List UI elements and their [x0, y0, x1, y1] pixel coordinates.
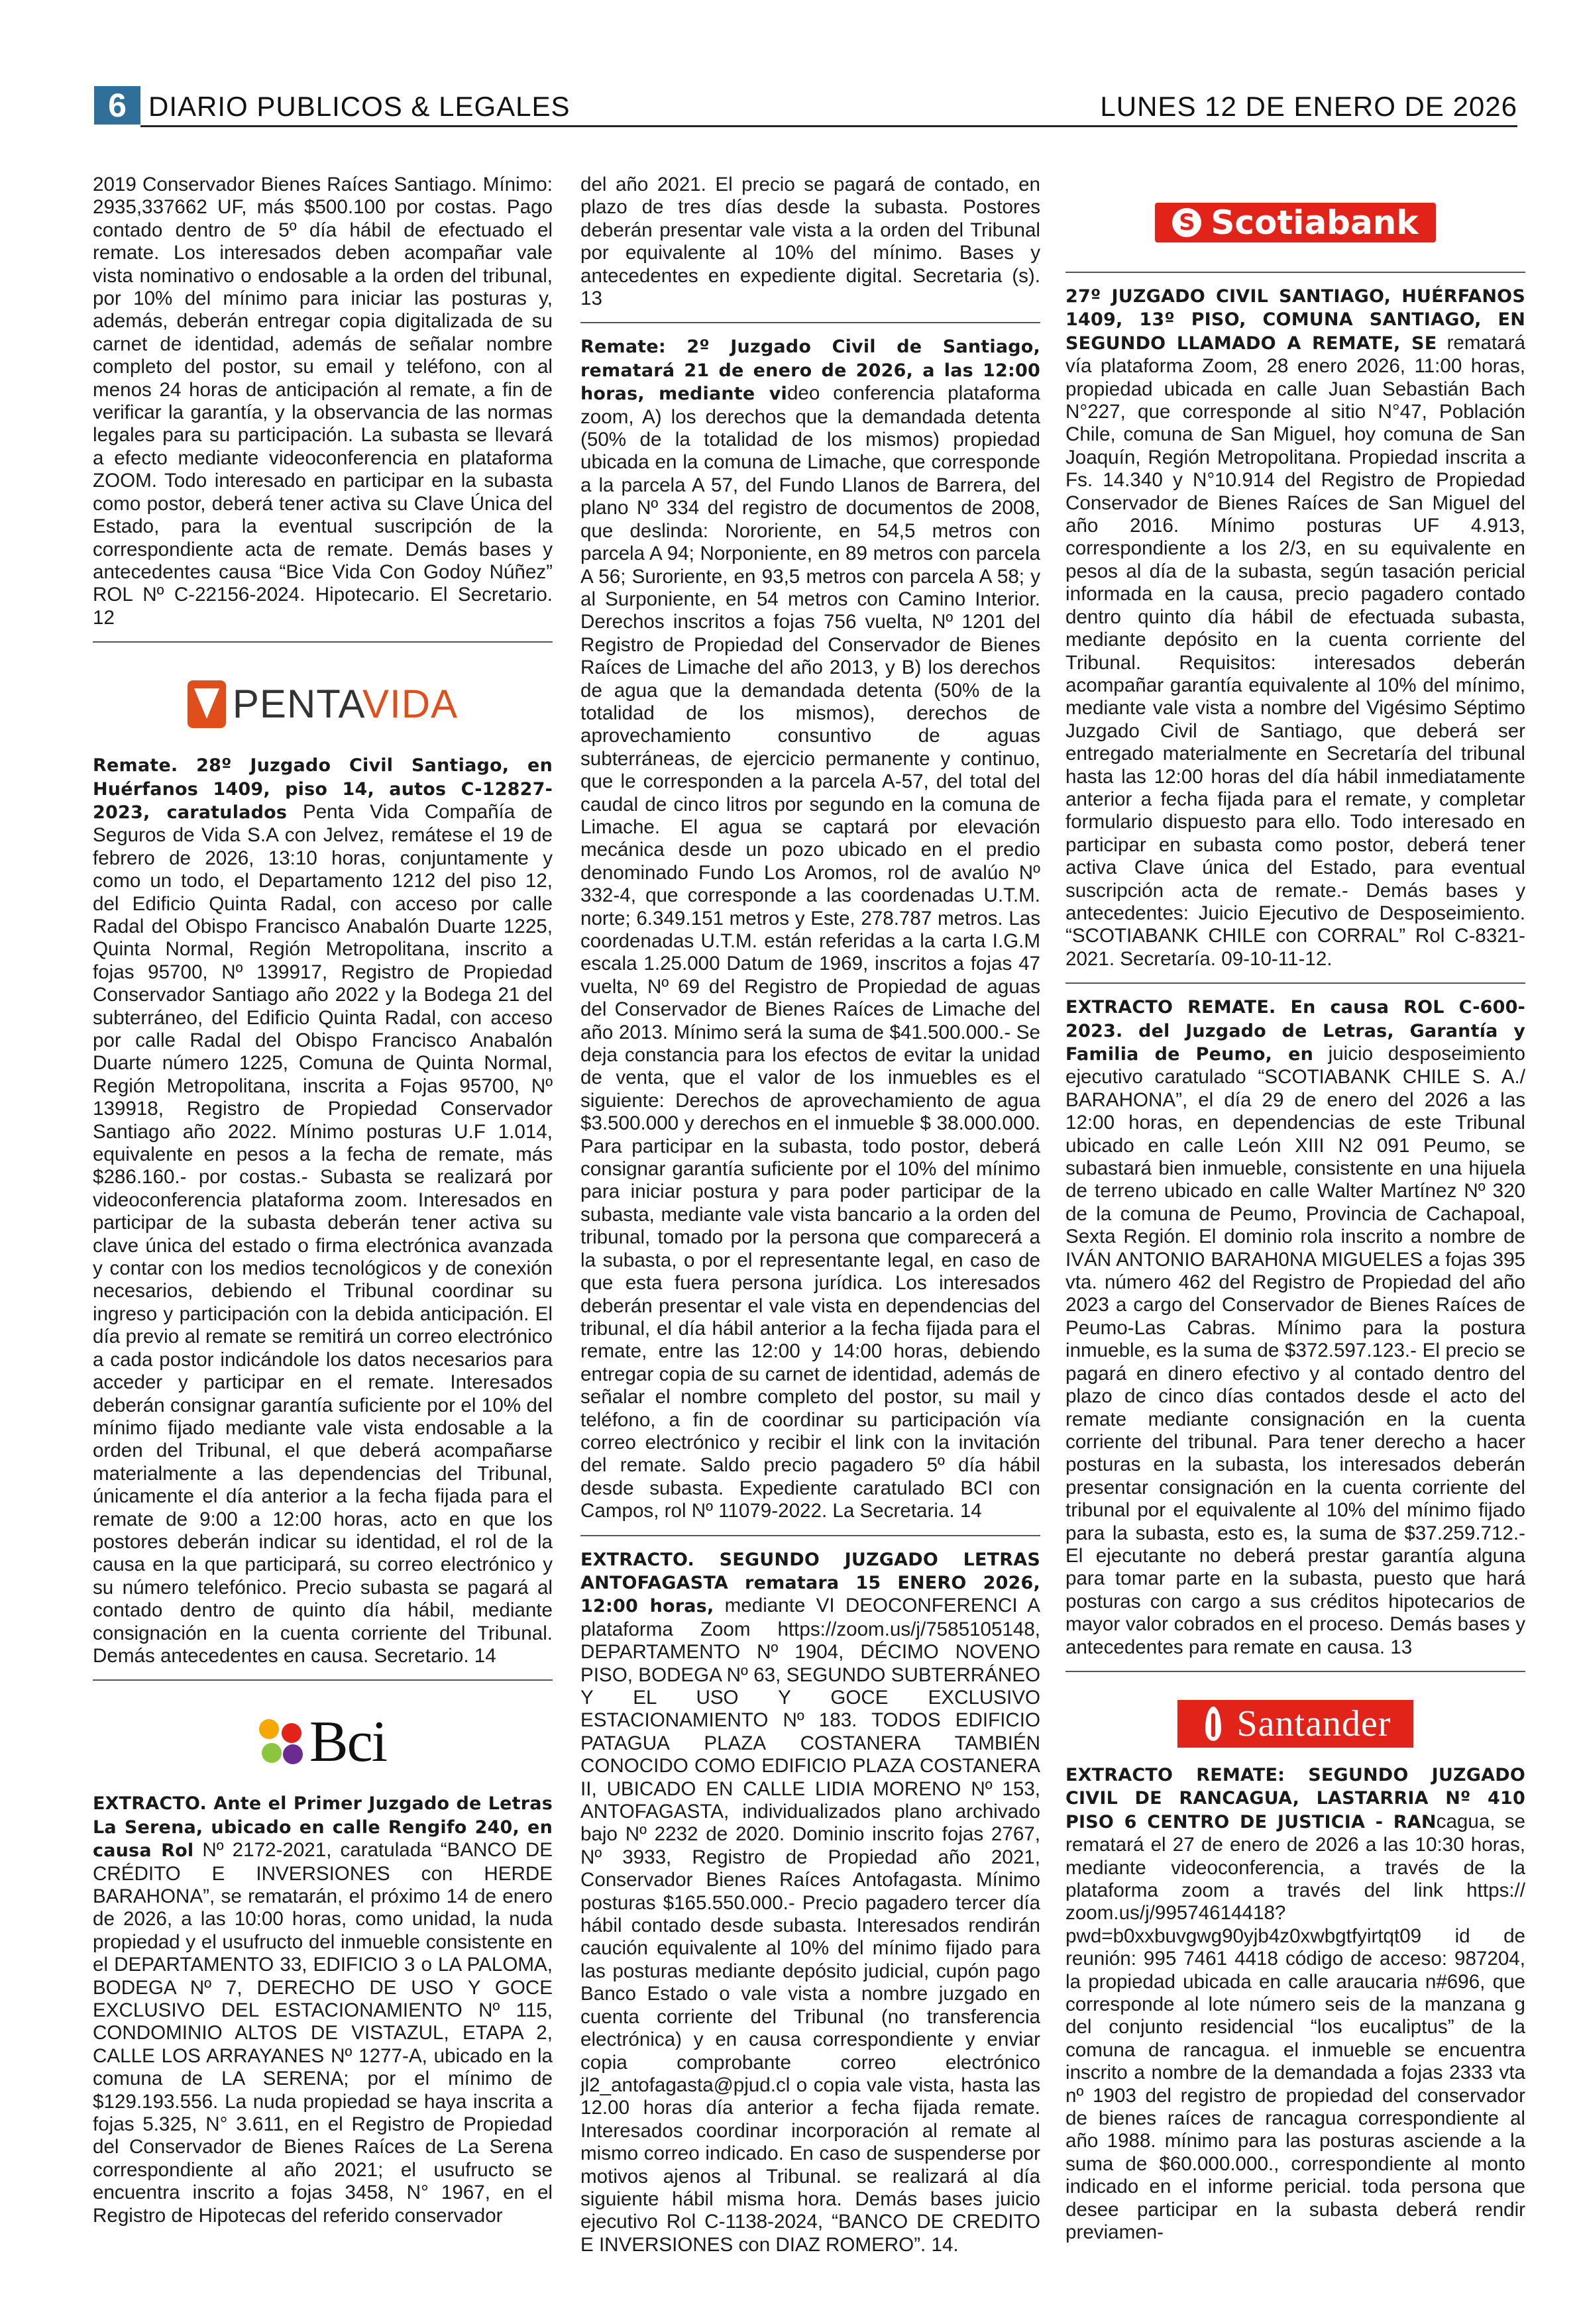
notice-antofagasta	[580, 1548, 1040, 2257]
publication-date: LUNES 12 DE ENERO DE 2026	[1100, 91, 1517, 122]
divider	[1065, 1671, 1525, 1672]
logo-scotiabank: Scotiabank	[1211, 203, 1419, 242]
logo-bci: Bci	[309, 1710, 387, 1775]
pentavida-v-icon	[188, 680, 226, 728]
notice-heading: EXTRACTO REMATE: SEGUNDO JUZGADO CIVIL DE RANCAGUA, LASTARRIA Nº 410 PISO 6 CENTRO DE JUSTICIA - RAN	[1065, 1764, 1525, 1832]
notice-body: juicio desposeimiento ejecutivo caratulado “SCOTIABANK CHILE S. A./ BARAHONA”, el día 29 de enero del 2026 a las 12:00 horas, en dependencias de este Tribunal ubicado en calle León XIII N2 091 Peumo, se subastará bien inmueble, consistente en una hijuela de terreno ubicado en calle Walter Martínez Nº 320 de la comuna de Peumo, Provincia de Cachapoal, Sexta Región. El dominio rola inscrito a nombre de IVÁN ANTONIO BARAH0NA MIGUELES a fojas 395 vta. número 462 del Registro de Propiedad del año 2023 a cargo del Conservador de Bienes Raíces de Peumo-Las Cabras. Mínimo para la postura inmueble, es la suma de $372.597.123.- El precio se pagará en dinero efectivo y al contado dentro del plazo de cinco días contados desde el acto del remate mediante consignación en la cuenta corriente del tribunal. Para tener derecho a hacer posturas en la subasta, los interesados deberán presentar consignación en la cuenta corriente del tribunal por el equivalente al 10% del mínimo fijado para la subasta, esto es, la suma de $37.259.712.- El ejecutante no deberá prestar garantía alguna para tomar parte en la subasta, puesto que hará posturas con cargo a sus créditos hipotecarios de mayor valor cobrados en el proceso. Demás bases y antecedentes para remate en causa. 13	[1065, 1043, 1525, 1658]
notice-pentavida	[93, 754, 553, 1667]
divider	[580, 322, 1040, 323]
notice-body: mediante VI DEOCONFERENCI A plataforma Zoom https://zoom.us/j/7585105148, DEPARTAMENTO Nº 1904, DÉCIMO NOVENO PISO, BODEGA Nº 63, SEGUNDO SUBTERRÁNEO Y EL USO Y GOCE EXCLUSIVO ESTACIONAMIENTO Nº 183. TODOS EDIFICIO PATAGUA PLAZA COSTANERA TAMBIÉN CONOCIDO COMO EDIFICIO PLAZA COSTANERA II, UBICADO EN CALLE LIDIA MORENO Nº 153, ANTOFAGASTA, individualizados plano archivado bajo Nº 2232 de 2020. Dominio inscrito fojas 2767, Nº 3933, Registro de Propiedad año 2021, Conservador Bienes Raíces Antofagasta. Mínimo posturas $165.550.000.- Precio pagadero tercer día hábil contado desde subasta. Interesados rendirán caución equivalente al 10% del mínimo fijado para las posturas mediante depósito judicial, cupón pago Banco Estado o vale vista a nombre juzgado en cuenta corriente del Tribunal (no transferencia electrónica) y en causa correspondiente y enviar copia comprobante correo electrónico jl2_antofagasta@pjud.cl o copia vale vista, hasta las 12.00 horas día anterior a fecha fijada remate. Interesados coordinar incorporación al remate al mismo correo indicado. En caso de suspenderse por motivos ajenos al Tribunal. se realizará al día siguiente hábil misma hora. Demás bases juicio ejecutivo Rol C-1138-2024, “BANCO DE CREDITO E INVERSIONES con DIAZ ROMERO”. 14.	[580, 1595, 1040, 2256]
header-rule	[140, 125, 1517, 127]
logo-santander: Santander	[1236, 1703, 1391, 1744]
bci-dots-icon	[259, 1719, 305, 1766]
scotiabank-s-icon: S	[1172, 208, 1201, 237]
divider	[93, 1679, 553, 1681]
notice-continued	[580, 174, 1040, 310]
notice-body: del año 2021. El precio se pagará de contado, en plazo de tres días desde la subasta. Postores deberán presentar vale vista a la orden del Tribunal por equivalente al 10% del mínimo. Bases y antecedentes en expediente digital. Secretaria (s). 13	[580, 174, 1040, 310]
logo-vida: VIDA	[362, 681, 459, 726]
divider	[1065, 982, 1525, 984]
notice-heading: 27º JUZGADO CIVIL SANTIAGO, HUÉRFANOS 1409, 13º PISO, COMUNA SANTIAGO, EN SEGUNDO LLAMADO A REMATE, SE	[1065, 286, 1525, 354]
notice-body: deo conferencia plataforma zoom, A) los derechos que la demandada detenta (50% de la totalidad de los mismos) propiedad ubicada en la comuna de Limache, que corresponde a la parcela A 57, del Fundo Llanos de Barrera, del plano Nº 334 del registro de documentos de 2008, que deslinda: Nororiente, en 54,5 metros con parcela A 94; Norponiente, en 89 metros con parcela A 56; Suroriente, en 93,5 metros con parcela A 58; y al Surponiente, en 54 metros con Camino Interior. Derechos inscritos a fojas 756 vuelta, Nº 1201 del Registro de Propiedad del Conservador de Bienes Raíces de Limache del año 2013, y B) los derechos de agua que la demandada detenta (50% de la totalidad de los mismos), derechos de aprovechamiento consuntivo de aguas subterráneas, de ejercicio permanente y continuo, que le corresponden a la parcela A-57, del total del caudal de cinco litros por segundo en la comuna de Limache. El agua se captará por elevación mecánica desde un pozo ubicado en el predio denominado Fundo Los Aromos, rol de avalúo Nº 332-4, que corresponde a las coordenadas U.T.M. norte; 6.349.151 metros y Este, 278.787 metros. Las coordenadas U.T.M. están referidas a la carta I.G.M escala 1.25.000 Datum de 1969, inscritos a fojas 47 vuelta, Nº 69 del Registro de Propiedad de aguas del Conservador de Bienes Raíces de Limache del año 2013. Mínimo será la suma de $41.500.000.- Se deja constancia para los efectos de evitar la unidad de venta, que el valor de los inmuebles es el siguiente: Derechos de aprovechamiento de agua $3.500.000 y derechos en el inmueble $ 38.000.000. Para participar en la subasta, todo postor, deberá consignar garantía suficiente por el 10% del mínimo para iniciar postura y para poder participar de la subasta, mediante vale vista bancario a la orden del tribunal, tomado por la persona que comparecerá a la subasta, o por el representante legal, en caso de que esta fuera persona jurídica. Los interesados deberán presentar el vale vista en dependencias del tribunal, el día hábil anterior a la fecha fijada para el remate, entre las 12:00 y 14:00 horas, debiendo entregar copia de su carnet de identidad, además de señalar el nombre completo del postor, su mail y teléfono, a fin de coordinar su participación vía correo electrónico y recibir el link con la invitación del remate. Saldo precio pagadero 5º día hábil desde subasta. Expediente caratulado BCI con Campos, rol Nº 11079-2022. La Secretaria. 14	[580, 382, 1040, 1522]
divider	[93, 641, 553, 643]
notice-body: 2019 Conservador Bienes Raíces Santiago. Mínimo: 2935,337662 UF, más $500.100 por costas. Pago contado dentro de 5º día hábil de efectuado el remate. Los interesados deben acompañar vale vista nominativo o endosable a la orden del tribunal, por 10% del mínimo para iniciar las posturas y, además, deberán entregar copia digitalizada de su carnet de identidad, además de señalar nombre completo del postor, su email y teléfono, con al menos 24 horas de anticipación al remate, a fin de verificar la garantía, y la observancia de las normas legales para su participación. La subasta se llevará a efecto mediante videoconferencia en plataforma ZOOM. Todo interesado en participar en la subasta como postor, deberá tener activa su Clave Única del Estado, para la eventual suscripción de la correspondiente acta de remate. Demás bases y antecedentes causa “Bice Vida Con Godoy Núñez” ROL Nº C-22156-2024. Hipotecario. El Secretario. 12	[93, 174, 553, 629]
bci-logo	[93, 1693, 553, 1792]
notice-body: rematará vía plataforma Zoom, 28 enero 2026, 11:00 horas, propiedad ubicada en calle Juan Sebastián Bach N°227, que corresponde al sitio N°47, Población Chile, comuna de San Miguel, hoy comuna de San Joaquín, Región Metropolitana. Propiedad inscrita a Fs. 14.340 y N°10.914 del Registro de Propiedad Conservador de Bienes Raíces de San Miguel del año 2016. Mínimo posturas UF 4.913, correspondiente a los 2/3, en su equivalente en pesos al día de la subasta, según tasación pericial informada en la causa, precio pagadero contado dentro quinto día hábil de efectuada subasta, mediante depósito en la cuenta corriente del Tribunal. Requisitos: interesados deberán acompañar garantía equivalente al 10% del mínimo, mediante vale vista a nombre del Vigésimo Séptimo Juzgado Civil de Santiago, que deberá ser entregado materialmente en Secretaría del tribunal hasta las 12:00 horas del día hábil inmediatamente anterior a fecha fijada para el remate, y completar formulario dispuesto para ello. Todo interesado en participar en subasta como postor, deberá tener activa Clave única del Estado, para eventual suscripción acta de remate.- Demás bases y antecedentes: Juicio Ejecutivo de Desposeimiento. “SCOTIABANK CHILE con CORRAL” Rol C-8321-2021. Secretaría. 09-10-11-12.	[1065, 331, 1525, 970]
notice-scotiabank-santiago	[1065, 285, 1525, 971]
notice-heading: EXTRACTO REMATE. En causa ROL C-600-2023. del Juzgado de Letras, Garantía y Familia de Peumo, en	[1065, 997, 1525, 1065]
page-number: 6	[94, 86, 140, 125]
divider	[580, 1535, 1040, 1536]
notice-heading: Remate. 28º Juzgado Civil Santiago, en Huérfanos 1409, piso 14, autos C-12827-2023, caratulados	[93, 755, 553, 823]
notice-body: Penta Vida Compañía de Seguros de Vida S.A con Jelvez, remátese el 19 de febrero de 2026, 13:10 horas, conjuntamente y como un todo, el Departamento 1212 del piso 12, del Edificio Quinta Radal, con acceso por calle Radal del Obispo Francisco Anabalón Duarte 1225, Quinta Normal, Región Metropolitana, inscrito a fojas 95700, Nº 139917, Registro de Propiedad Conservador Santiago año 2022 y la Bodega 21 del subterráneo, del Edificio Quinta Radal, con acceso por calle Radal del Obispo Francisco Anabalón Duarte número 1225, Comuna de Quinta Normal, Región Metropolitana, inscrita a Fojas 95700, Nº 139918, Registro de Propiedad Conservador Santiago año 2022. Mínimo posturas U.F 1.014, equivalente en pesos a la fecha de remate, más $286.160.- por costas.- Subasta se realizará por videoconferencia plataforma zoom. Interesados en participar de la subasta deberán tener activa su clave única del estado o firma electrónica avanzada y contar con los medios tecnológicos y de conexión necesarios, debiendo el Tribunal coordinar su ingreso y participación con la debida anticipación. El día previo al remate se remitirá un correo electrónico a cada postor indicándole los datos necesarios para acceder y participar en el remate. Interesados deberán consignar garantía suficiente por el 10% del mínimo fijado mediante vale vista endosable a la orden del Tribunal, el que deberá acompañarse materialmente a las dependencias del Tribunal, únicamente el día anterior a la fecha fijada para el remate de 9:00 a 12:00 horas, acto en que los postores deberán indicar su identidad, el rol de la causa en la que participará, su correo electrónico y su número telefónico. Precio subasta se pagará al contado dentro de quinto día hábil, mediante consignación en la cuenta corriente del Tribunal. Demás antecedentes en causa. Secretario. 14	[93, 800, 553, 1667]
column-2	[580, 174, 1040, 2268]
notice-bci-laserena	[93, 1792, 553, 2227]
page-header	[94, 86, 1517, 125]
publication-title: DIARIO PUBLICOS & LEGALES	[148, 91, 571, 122]
column-3	[1065, 183, 1525, 2256]
divider	[1065, 272, 1525, 273]
notice-heading: Remate: 2º Juzgado Civil de Santiago, rematará 21 de enero de 2026, a las 12:00 horas, mediante vi	[580, 337, 1040, 405]
notice-bice-vida	[93, 174, 553, 629]
column-1	[93, 174, 553, 2239]
notice-heading: EXTRACTO. SEGUNDO JUZGADO LETRAS ANTOFAGASTA rematara 15 ENERO 2026, 12:00 horas,	[580, 1549, 1040, 1617]
scotiabank-logo	[1065, 183, 1525, 262]
notice-rancagua	[1065, 1764, 1525, 2245]
notice-limache	[580, 335, 1040, 1522]
logo-penta: PENTA	[232, 681, 363, 726]
santander-flame-icon	[1200, 1707, 1227, 1741]
notice-peumo	[1065, 996, 1525, 1659]
notice-heading: EXTRACTO. Ante el Primer Juzgado de Letras La Serena, ubicado en calle Rengifo 240, en causa Rol	[93, 1793, 553, 1862]
santander-logo	[1065, 1684, 1525, 1764]
notice-body: Nº 2172-2021, caratulada “BANCO DE CRÉDITO E INVERSIONES con HERDE BARAHONA”, se rematarán, el próximo 14 de enero de 2026, a las 10:00 horas, como unidad, la nuda propiedad y el usufructo del inmueble consistente en el DEPARTAMENTO 33, EDIFICIO 3 o LA PALOMA, BODEGA Nº 7, DERECHO DE USO Y GOCE EXCLUSIVO DEL ESTACIONAMIENTO Nº 115, CONDOMINIO ALTOS DE VISTAZUL, ETAPA 2, CALLE LOS ARRAYANES Nº 1277-A, ubicado en la comuna de LA SERENA; por el mínimo de $129.193.556. La nuda propiedad se haya inscrita a fojas 5.325, N° 3.611, en el Registro de Propiedad del Conservador de Bienes Raíces de La Serena correspondiente al año 2021; el usufructo se encuentra inscrito a fojas 3458, N° 1967, en el Registro de Hipotecas del referido conservador	[93, 1839, 553, 2227]
pentavida-logo	[93, 655, 553, 754]
notice-body: cagua, se rematará el 27 de enero de 2026 a las 10:30 horas, mediante videoconferencia, a través de la plataforma zoom a través del link https:// zoom.us/j/99574614418?pwd=b0xxbuvgwg90yjb4z0xwbgtfyirtqt09 id de reunión: 995 7461 4418 código de acceso: 987204, la propiedad ubicada en calle araucaria n#696, que corresponde al lote número seis de la manzana g del conjunto residencial “los eucaliptus” de la comuna de rancagua. el inmueble se encuentra inscrito a nombre de la demandada a fojas 2333 vta nº 1903 del registro de propiedad del conservador de bienes raíces de rancagua correspondiente al año 1988. mínimo para las posturas asciende a la suma de $60.000.000., correspondiente al monto indicado en el informe pericial. toda persona que desee participar en la subasta deberá rendir previamen-	[1065, 1810, 1525, 2244]
